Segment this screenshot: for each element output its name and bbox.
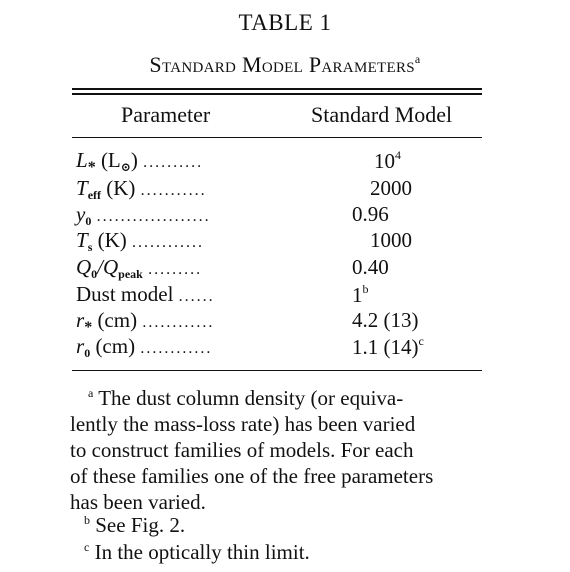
table-caption [0,52,570,78]
footnote-a [70,380,482,515]
value-cell [352,334,424,360]
value-cell [352,255,389,280]
bottom-rule [72,370,482,371]
value-cell [370,228,412,253]
value-cell [352,282,369,308]
value-text: 1000 [370,228,412,252]
parameter-cell [76,228,204,255]
parameter-cell [76,148,203,177]
table-number: TABLE 1 [238,10,332,35]
value-text: 0.96 [352,202,389,226]
parameter-unit: /Q [97,255,119,279]
footnote-c [84,534,310,565]
top-rule-2 [72,93,482,95]
table-row [76,148,476,174]
footnote-c-mark: c [84,540,90,554]
parameter-unit-subscript: ⊙ [120,160,131,174]
value-text: 1.1 (14) [352,335,419,359]
table-row [76,308,476,334]
value-superscript: b [362,282,369,296]
parameter-subscript: 0 [84,346,91,360]
dot-leader: ......... [148,261,203,278]
parameter-symbol: r [76,334,85,358]
footnote-c-text: In the optically thin limit. [94,540,310,564]
parameter-cell [76,255,202,282]
value-cell [352,308,419,333]
dot-leader: ............ [140,340,213,357]
parameter-cell [76,282,215,307]
parameter-unit: (L [100,148,121,172]
dot-leader: ........... [140,182,207,199]
value-superscript: c [418,334,424,348]
parameter-symbol: y [76,202,86,226]
table-row [76,228,476,254]
parameter-cell [76,334,212,361]
table-row [76,255,476,281]
table-row [76,202,476,228]
footnote-a-mark: a [88,386,94,400]
value-text: 0.40 [352,255,389,279]
caption-footnote-mark: a [414,52,421,66]
column-header-standard-model: Standard Model [311,102,453,127]
column-header-parameter: Parameter [121,102,211,127]
dot-leader: ...... [178,288,215,305]
value-text: 10 [374,149,395,173]
parameter-subscript: eff [87,188,102,202]
value-text: 2000 [370,176,412,200]
footnote-a-line4: of these families one of the free parameters [70,464,434,488]
parameter-symbol: T [76,228,88,252]
parameter-cell [76,308,214,337]
dot-leader: .......... [143,154,204,171]
parameter-unit: (K) [97,228,127,252]
footnote-a-line1: The dust column density (or equiva- [98,386,404,410]
parameter-symbol: Q [76,255,92,279]
dot-leader: ............ [142,314,215,331]
parameter-symbol: Dust model [76,282,174,306]
footnote-a-line3: to construct families of models. For each [70,438,414,462]
table-row [76,282,476,308]
parameter-symbol: r [76,308,85,332]
parameter-unit: (cm) [95,334,136,358]
parameter-subscript: 0 [91,267,98,281]
value-cell [374,148,401,174]
dot-leader: ............ [132,234,205,251]
table-caption-text: Standard Model Parameters [149,52,415,77]
footnote-b-mark: b [84,513,90,527]
dot-leader: ................... [96,208,211,225]
value-text: 4.2 (13) [352,308,419,332]
value-text: 1 [352,283,363,307]
header-rule [72,137,482,138]
parameter-subscript: * [87,159,96,176]
parameter-symbol: L [76,148,88,172]
parameter-symbol: T [76,176,88,200]
value-cell [352,202,389,227]
top-rule-1 [72,88,482,90]
parameter-subscript: * [84,319,93,336]
parameter-subscript: 0 [85,214,92,228]
parameter-unit-subscript: peak [118,267,143,281]
footnote-a-line5: has been varied. [70,490,206,514]
parameter-cell [76,202,211,229]
footnote-a-line2: lently the mass-loss rate) has been varied [70,412,416,436]
parameter-subscript: s [87,240,93,254]
table-row [76,334,476,360]
value-superscript: 4 [395,148,401,162]
parameter-unit: (cm) [97,308,138,332]
value-cell [370,176,412,201]
table-row [76,176,476,202]
footnote-b-text: See Fig. 2. [95,513,186,537]
parameter-cell [76,176,207,203]
parameter-unit: (K) [106,176,136,200]
parameter-unit-close: ) [130,148,138,172]
